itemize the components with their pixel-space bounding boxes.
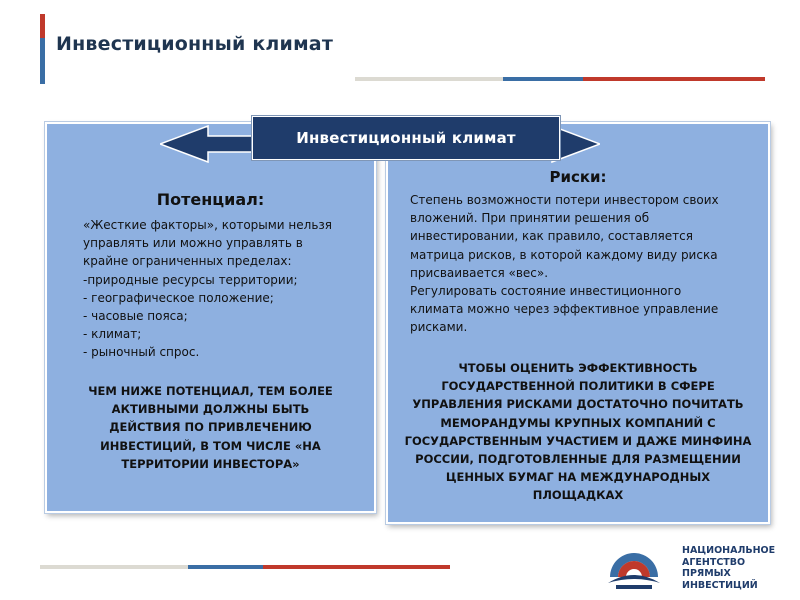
risks-emphasis: ЧТОБЫ ОЦЕНИТЬ ЭФФЕКТИВНОСТЬ ГОСУДАРСТВЕННОЙ ПОЛИТИКИ В СФЕРЕ УПРАВЛЕНИЯ РИСКАМИ ДОСТАТОЧНО ПОЧИТАТЬ МЕМОРАНДУМЫ КРУПНЫХ КОМПАНИЙ С ГОСУДАРСТВЕННЫМ УЧАСТИЕМ И ДАЖЕ МИНФИНА РОССИИ, ПОДГОТОВЛЕННЫЕ ДЛЯ РАЗМЕЩЕНИИ ЦЕННЫХ БУМАГ НА МЕЖДУНАРОДНЫХ ПЛОЩАДКАХ: [404, 361, 752, 503]
risks-line: рисками.: [410, 320, 468, 335]
central-banner: Инвестиционный климат: [252, 116, 560, 160]
potential-heading: Потенциал:: [156, 190, 265, 209]
risks-line: инвестировании, как правило, составляется: [410, 229, 693, 244]
potential-description: [83, 216, 364, 362]
decorative-stripe-top: [355, 77, 765, 81]
risks-heading: Риски:: [549, 168, 607, 186]
potential-line: - часовые пояса;: [83, 309, 188, 324]
agency-name-line: НАЦИОНАЛЬНОЕ: [682, 545, 776, 556]
title-accent-bar: [40, 14, 45, 84]
potential-line: крайне ограниченных пределах:: [83, 254, 292, 269]
potential-panel: [45, 122, 376, 513]
potential-line: - климат;: [83, 327, 142, 342]
potential-line: - рыночный спрос.: [83, 345, 200, 360]
decorative-stripe-bottom: [40, 565, 450, 569]
agency-name-line: ИНВЕСТИЦИЙ: [682, 579, 758, 591]
potential-line: - географическое положение;: [83, 290, 274, 305]
agency-name-line: АГЕНТСТВО: [682, 556, 746, 568]
risks-line: матрица рисков, в которой каждому виду риска: [410, 247, 718, 262]
potential-line: «Жесткие факторы», которыми нельзя: [83, 218, 332, 232]
page-title: Инвестиционный климат: [56, 33, 334, 55]
agency-logo-icon: [606, 537, 662, 595]
agency-name: [682, 545, 775, 591]
risks-line: Степень возможности потери инвестором своих: [410, 193, 719, 207]
potential-line: -природные ресурсы территории;: [83, 272, 298, 287]
potential-emphasis: ЧЕМ НИЖЕ ПОТЕНЦИАЛ, ТЕМ БОЛЕЕ АКТИВНЫМИ ДОЛЖНЫ БЫТЬ ДЕЙСТВИЯ ПО ПРИВЛЕЧЕНИЮ ИНВЕСТИЦИЙ, В ТОМ ЧИСЛЕ «НА ТЕРРИТОРИИ ИНВЕСТОРА»: [88, 384, 333, 471]
agency-name-line: ПРЯМЫХ: [682, 568, 731, 579]
risks-line: вложений. При принятии решения об: [410, 211, 650, 226]
risks-line: Регулировать состояние инвестиционного: [410, 284, 682, 299]
risks-panel: [386, 122, 770, 524]
risks-line: присваивается «вес».: [410, 265, 549, 280]
potential-line: управлять или можно управлять в: [83, 236, 303, 251]
risks-description: [410, 191, 758, 337]
risks-line: климата можно через эффективное управление: [410, 302, 719, 317]
